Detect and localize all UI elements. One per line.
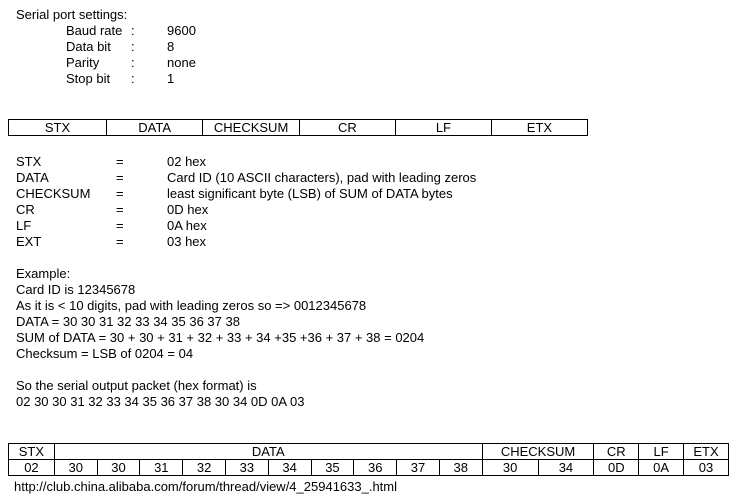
packet-value-data: 38 [439, 460, 482, 476]
example-line: SUM of DATA = 30 + 30 + 31 + 32 + 33 + 34 +35 +36 + 37 + 38 = 0204 [16, 330, 425, 345]
definition-equals: = [116, 170, 124, 185]
example-line: Checksum = LSB of 0204 = 04 [16, 346, 194, 361]
definition-desc: 0D hex [167, 202, 209, 217]
serial-settings-heading: Serial port settings: [16, 7, 128, 22]
definition-equals: = [116, 202, 124, 217]
packet-header-checksum: CHECKSUM [482, 444, 594, 460]
packet-value-data: 33 [225, 460, 268, 476]
definition-term: LF [16, 218, 32, 233]
packet-value-cr: 0D [594, 460, 639, 476]
packet-value-stx: 02 [9, 460, 55, 476]
setting-label: Stop bit [66, 71, 111, 86]
setting-value: none [167, 55, 196, 70]
output-intro: So the serial output packet (hex format) is [16, 378, 257, 393]
frame-cell-data: DATA [107, 120, 203, 136]
packet-header-row [9, 444, 729, 460]
definition-equals: = [116, 186, 124, 201]
packet-value-data: 34 [268, 460, 311, 476]
packet-value-checksum: 34 [538, 460, 594, 476]
definition-desc: Card ID (10 ASCII characters), pad with leading zeros [167, 170, 477, 185]
frame-cell-lf: LF [395, 120, 491, 136]
output-hex-sequence: 02 30 30 31 32 33 34 35 36 37 38 30 34 0D 0A 03 [16, 394, 305, 409]
definition-desc: 0A hex [167, 218, 207, 233]
packet-value-data: 35 [311, 460, 354, 476]
definition-desc: 02 hex [167, 154, 207, 169]
definition-desc: least significant byte (LSB) of SUM of DATA bytes [167, 186, 453, 201]
source-url: http://club.china.alibaba.com/forum/thread/view/4_25941633_.html [14, 479, 398, 494]
packet-value-checksum: 30 [482, 460, 538, 476]
frame-format-table [8, 119, 588, 136]
example-heading: Example: [16, 266, 71, 281]
example-line: DATA = 30 30 31 32 33 34 35 36 37 38 [16, 314, 240, 329]
frame-cell-checksum: CHECKSUM [203, 120, 300, 136]
definition-term: CR [16, 202, 35, 217]
setting-separator: : [131, 23, 135, 38]
packet-value-data: 31 [140, 460, 183, 476]
definition-equals: = [116, 234, 124, 249]
definition-term: DATA [16, 170, 49, 185]
definition-term: CHECKSUM [16, 186, 91, 201]
definition-equals: = [116, 218, 124, 233]
packet-table [8, 443, 729, 476]
definition-desc: 03 hex [167, 234, 207, 249]
packet-value-data: 37 [397, 460, 440, 476]
packet-value-data: 36 [354, 460, 397, 476]
frame-cell-etx: ETX [491, 120, 587, 136]
packet-value-data: 32 [183, 460, 226, 476]
packet-values-row [9, 460, 729, 476]
packet-header-data: DATA [54, 444, 482, 460]
setting-separator: : [131, 71, 135, 86]
setting-value: 1 [167, 71, 175, 86]
example-line: As it is < 10 digits, pad with leading zeros so => 0012345678 [16, 298, 367, 313]
setting-label: Parity [66, 55, 100, 70]
setting-separator: : [131, 39, 135, 54]
packet-value-data: 30 [54, 460, 97, 476]
packet-header-etx: ETX [683, 444, 728, 460]
packet-header-stx: STX [9, 444, 55, 460]
packet-value-data: 30 [97, 460, 140, 476]
setting-value: 8 [167, 39, 175, 54]
definition-equals: = [116, 154, 124, 169]
packet-header-cr: CR [594, 444, 639, 460]
setting-label: Baud rate [66, 23, 123, 38]
setting-label: Data bit [66, 39, 111, 54]
packet-value-etx: 03 [683, 460, 728, 476]
example-line: Card ID is 12345678 [16, 282, 136, 297]
setting-separator: : [131, 55, 135, 70]
setting-value: 9600 [167, 23, 196, 38]
frame-cell-cr: CR [299, 120, 395, 136]
packet-value-lf: 0A [639, 460, 684, 476]
packet-header-lf: LF [639, 444, 684, 460]
frame-cell-stx: STX [9, 120, 107, 136]
definition-term: STX [16, 154, 42, 169]
definition-term: EXT [16, 234, 42, 249]
